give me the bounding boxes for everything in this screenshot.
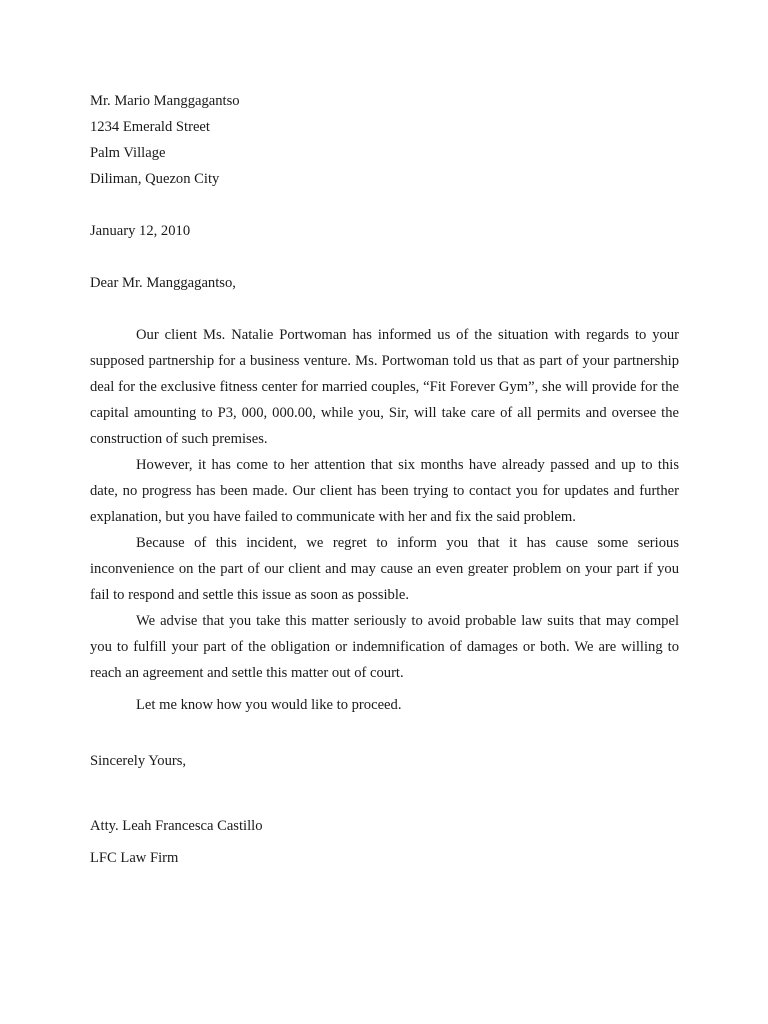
letter-body bbox=[90, 322, 679, 718]
letter-page bbox=[90, 88, 679, 871]
body-paragraph-4: We advise that you take this matter seriously to avoid probable law suits that may compel you to fulfill your part of the obligation or indemnification of damages or both. We are willing to reach an agreement and settle this matter out of court. bbox=[90, 613, 679, 681]
letter-date: January 12, 2010 bbox=[90, 223, 191, 239]
recipient-street: 1234 Emerald Street bbox=[90, 119, 210, 135]
signatory-name: Atty. Leah Francesca Castillo bbox=[90, 818, 263, 834]
signatory-firm: LFC Law Firm bbox=[90, 850, 179, 866]
recipient-name: Mr. Mario Manggagantso bbox=[90, 93, 240, 109]
body-paragraph-2: However, it has come to her attention that six months have already passed and up to this date, no progress has been made. Our client has been trying to contact you for updates and further explanation, but you have failed to communicate with her and fix the said problem. bbox=[90, 457, 679, 525]
body-paragraph-3: Because of this incident, we regret to inform you that it has cause some serious inconvenience on the part of our client and may cause an even greater problem on your part if you fail to respond and settle this issue as soon as possible. bbox=[90, 535, 679, 603]
salutation: Dear Mr. Manggagantso, bbox=[90, 275, 236, 291]
recipient-city: Diliman, Quezon City bbox=[90, 171, 220, 187]
body-paragraph-1: Our client Ms. Natalie Portwoman has informed us of the situation with regards to your supposed partnership for a business venture. Ms. Portwoman told us that as part of your partnership deal for the exclusive fitness center for married couples, “Fit Forever Gym”, she will provide for the capital amounting to P3, 000, 000.00, while you, Sir, will take care of all permits and oversee the construction of such premises. bbox=[90, 327, 679, 447]
recipient-village: Palm Village bbox=[90, 145, 166, 161]
recipient-address bbox=[90, 88, 679, 192]
body-paragraph-5: Let me know how you would like to proceed. bbox=[136, 697, 402, 713]
closing: Sincerely Yours, bbox=[90, 753, 187, 769]
